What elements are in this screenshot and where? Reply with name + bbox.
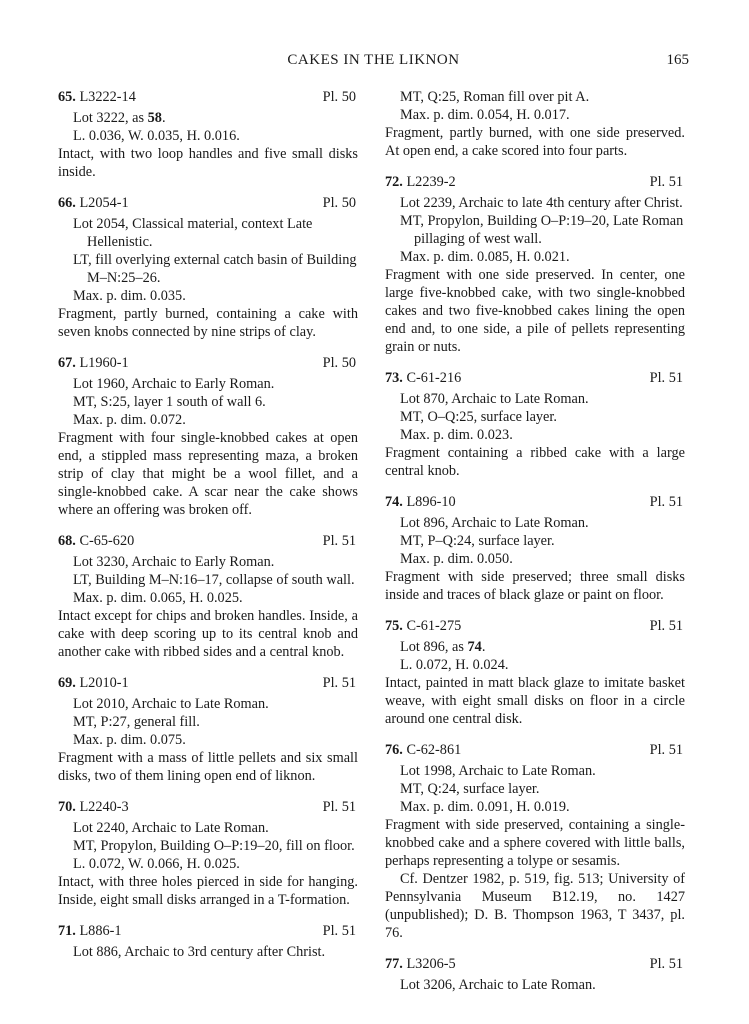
entry-lot: Lot 3230, Archaic to Early Roman. [73,554,275,570]
entry-inventory: L2240-3 [79,799,129,815]
entry-lot: Lot 2240, Archaic to Late Roman. [73,820,269,836]
catalog-entry-71-continued [385,88,685,160]
entry-inventory: C-62-861 [406,742,462,758]
entry-dimensions: Max. p. dim. 0.023. [400,427,513,443]
catalog-entry-72 [385,173,685,356]
entry-context: MT, Propylon, Building O–P:19–20, fill on floor. [73,838,355,854]
entry-number: 68. [58,533,76,549]
entry-description: Fragment containing a ribbed cake with a large central knob. [385,445,685,479]
entry-inventory: L2239-2 [406,174,456,190]
entry-number: 65. [58,89,76,105]
entry-description: Intact, with three holes pierced in side for hanging. Inside, eight small disks arranged in a T-formation. [58,874,358,908]
entry-inventory: L3206-5 [406,956,456,972]
plate-ref: Pl. 51 [649,618,683,634]
entry-inventory: L1960-1 [79,355,129,371]
catalog-entry-73 [385,369,685,480]
entry-lot: Lot 896, as 74. [400,639,486,655]
entry-number: 76. [385,742,403,758]
catalog-entry-75 [385,617,685,728]
catalog-entry-70 [58,798,358,909]
entry-description: Fragment with side preserved; three small disks inside and traces of black glaze or paint on floor. [385,569,685,603]
entry-number: 77. [385,956,403,972]
entry-number: 75. [385,618,403,634]
entry-number: 67. [58,355,76,371]
entry-lot: Lot 2010, Archaic to Late Roman. [73,696,269,712]
entry-lot: Lot 3206, Archaic to Late Roman. [400,977,596,993]
plate-ref: Pl. 50 [322,89,356,105]
entry-description: Fragment, partly burned, with one side preserved. At open end, a cake scored into four parts. [385,125,685,159]
plate-ref: Pl. 51 [322,923,356,939]
catalog-entry-66 [58,194,358,341]
entry-description: Intact, painted in matt black glaze to imitate basket weave, with eight small disks on floor in a circle around one central disk. [385,675,685,727]
entry-inventory: C-61-216 [406,370,462,386]
entry-lot: Lot 1960, Archaic to Early Roman. [73,376,275,392]
entry-lot: Lot 1998, Archaic to Late Roman. [400,763,596,779]
entry-dimensions: Max. p. dim. 0.075. [73,732,186,748]
entry-context: MT, S:25, layer 1 south of wall 6. [73,394,266,410]
entry-comparanda: Cf. Dentzer 1982, p. 519, fig. 513; University of Pennsylvania Museum B12.19, no. 1427 (unpublished); D. B. Thompson 1963, T 3437, pl. 76. [385,871,685,941]
entry-inventory: L2054-1 [79,195,129,211]
entry-context: MT, Q:24, surface layer. [400,781,540,797]
plate-ref: Pl. 51 [649,370,683,386]
entry-number: 71. [58,923,76,939]
catalog-entry-65 [58,88,358,181]
entry-description: Intact except for chips and broken handles. Inside, a cake with deep scoring up to its central knob and another cake with ribbed sides and a central knob. [58,608,358,660]
catalog-entry-71 [58,922,358,961]
entry-inventory: L886-1 [79,923,122,939]
entry-dimensions: L. 0.072, W. 0.066, H. 0.025. [73,856,240,872]
running-header [58,52,689,72]
catalog-entry-74 [385,493,685,604]
entry-context: LT, fill overlying external catch basin of Building M–N:25–26. [73,252,357,286]
entry-dimensions: Max. p. dim. 0.050. [400,551,513,567]
entry-dimensions: L. 0.036, W. 0.035, H. 0.016. [73,128,240,144]
plate-ref: Pl. 50 [322,195,356,211]
entry-dimensions: L. 0.072, H. 0.024. [400,657,509,673]
entry-number: 66. [58,195,76,211]
entry-dimensions: Max. p. dim. 0.035. [73,288,186,304]
running-title: CAKES IN THE LIKNON [287,52,460,68]
plate-ref: Pl. 51 [649,174,683,190]
entry-context: MT, P–Q:24, surface layer. [400,533,555,549]
entry-inventory: L3222-14 [79,89,136,105]
entry-dimensions: Max. p. dim. 0.072. [73,412,186,428]
entry-lot: Lot 2054, Classical material, context Late Hellenistic. [73,216,313,250]
catalog-entry-77 [385,955,685,994]
catalog-entry-68 [58,532,358,661]
entry-description: Intact, with two loop handles and five small disks inside. [58,146,358,180]
entry-description: Fragment with side preserved, containing a single-knobbed cake and a sphere covered with little balls, perhaps representing a tolype or sesamis. [385,817,685,869]
plate-ref: Pl. 51 [322,533,356,549]
entry-number: 73. [385,370,403,386]
entry-context: MT, O–Q:25, surface layer. [400,409,557,425]
entry-context: MT, Propylon, Building O–P:19–20, Late Roman pillaging of west wall. [400,213,684,247]
entry-dimensions: Max. p. dim. 0.065, H. 0.025. [73,590,243,606]
entry-number: 74. [385,494,403,510]
entry-inventory: C-65-620 [79,533,135,549]
entry-context: MT, Q:25, Roman fill over pit A. [400,89,590,105]
plate-ref: Pl. 50 [322,355,356,371]
entry-description: Fragment with one side preserved. In center, one large five-knobbed cake, with two single-knobbed cakes and two five-knobbed cakes lining the open end and, to one side, a pile of pellets representing grain or nuts. [385,267,685,355]
entry-context: MT, P:27, general fill. [73,714,200,730]
plate-ref: Pl. 51 [649,494,683,510]
catalog-entry-76 [385,741,685,942]
entry-dimensions: Max. p. dim. 0.091, H. 0.019. [400,799,570,815]
entry-lot: Lot 886, Archaic to 3rd century after Christ. [73,944,326,960]
entry-description: Fragment with a mass of little pellets and six small disks, two of them lining open end of liknon. [58,750,358,784]
entry-lot: Lot 896, Archaic to Late Roman. [400,515,589,531]
entry-description: Fragment with four single-knobbed cakes at open end, a stippled mass representing maza, a broken strip of clay that might be a wool fillet, and a single-knobbed cake. A scar near the cake shows where an offering was broken off. [58,430,358,518]
entry-dimensions: Max. p. dim. 0.054, H. 0.017. [400,107,570,123]
entry-number: 72. [385,174,403,190]
entry-lot: Lot 3222, as 58. [73,110,166,126]
right-column [385,88,685,1007]
plate-ref: Pl. 51 [649,742,683,758]
page-number: 165 [666,52,689,68]
entry-inventory: C-61-275 [406,618,462,634]
left-column [58,88,358,974]
plate-ref: Pl. 51 [649,956,683,972]
catalog-entry-69 [58,674,358,785]
entry-lot: Lot 870, Archaic to Late Roman. [400,391,589,407]
entry-description: Fragment, partly burned, containing a cake with seven knobs connected by nine strips of clay. [58,306,358,340]
entry-lot: Lot 2239, Archaic to late 4th century after Christ. [400,195,683,211]
entry-context: LT, Building M–N:16–17, collapse of south wall. [73,572,355,588]
plate-ref: Pl. 51 [322,675,356,691]
entry-inventory: L896-10 [406,494,456,510]
entry-inventory: L2010-1 [79,675,129,691]
entry-number: 69. [58,675,76,691]
entry-dimensions: Max. p. dim. 0.085, H. 0.021. [400,249,570,265]
plate-ref: Pl. 51 [322,799,356,815]
entry-number: 70. [58,799,76,815]
catalog-entry-67 [58,354,358,519]
